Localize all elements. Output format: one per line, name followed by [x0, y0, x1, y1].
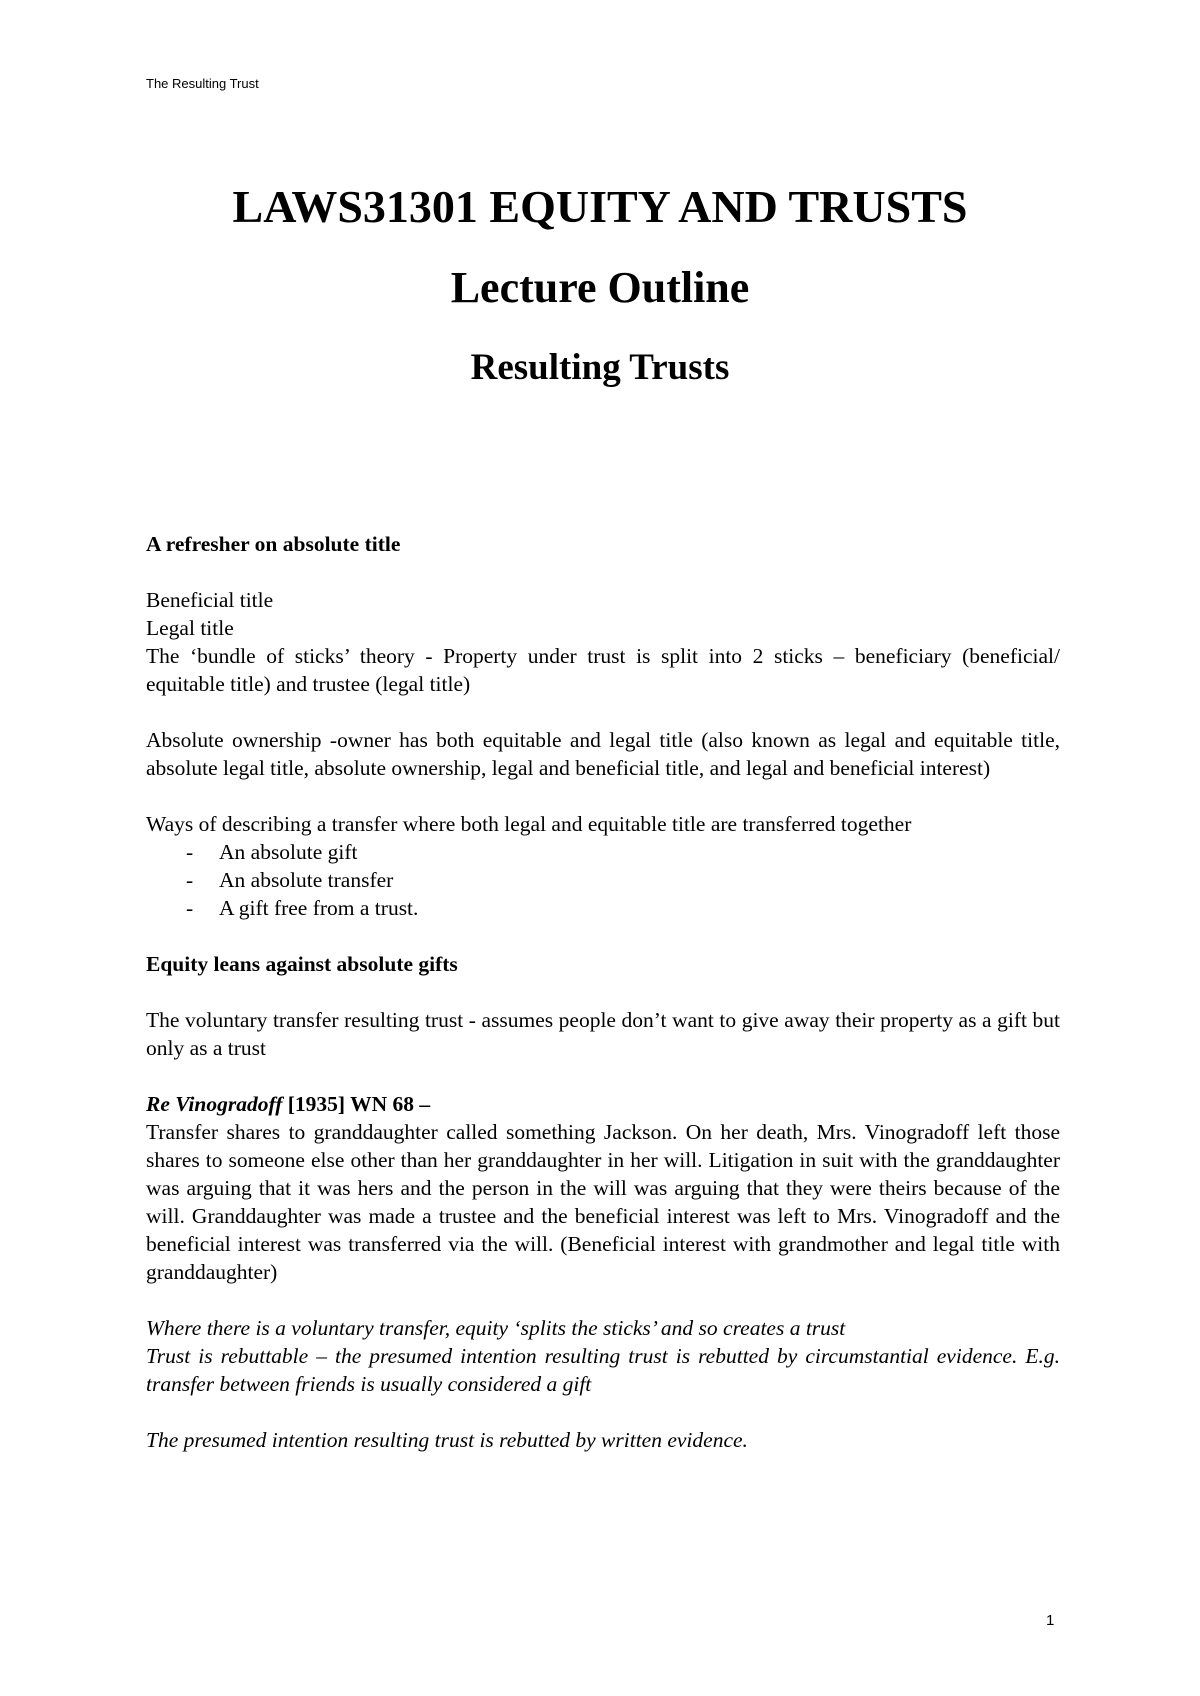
list-item: - A gift free from a trust.	[186, 896, 419, 920]
beneficial-title-line: Beneficial title	[146, 588, 274, 612]
sticks-theory-paragraph: The ‘bundle of sticks’ theory - Property under trust is split into 2 sticks – beneficiary (beneficial/ equitable title) and trustee (legal title)	[146, 644, 1060, 696]
course-title: LAWS31301 EQUITY AND TRUSTS	[232, 181, 968, 232]
case-citation: [1935] WN 68 –	[282, 1092, 431, 1116]
legal-title-line: Legal title	[146, 616, 234, 640]
ways-intro-paragraph: Ways of describing a transfer where both legal and equitable title are transferred together	[146, 812, 912, 836]
section-heading-refresher: A refresher on absolute title	[146, 532, 401, 556]
principle-written-evidence: The presumed intention resulting trust is rebutted by written evidence.	[146, 1428, 748, 1452]
section-heading-equity: Equity leans against absolute gifts	[146, 952, 458, 976]
principle-voluntary-transfer: Where there is a voluntary transfer, equity ‘splits the sticks’ and so creates a trust	[146, 1316, 846, 1340]
document-body	[146, 530, 1060, 1454]
list-item: - An absolute gift	[186, 840, 358, 864]
case-summary-paragraph: Transfer shares to granddaughter called something Jackson. On her death, Mrs. Vinogradoff left those shares to someone else other than her granddaughter in her will. Litigation in suit with the granddaughter was arguing that it was hers and the person in the will was arguing that they were theirs because of the will. Granddaughter was made a trustee and the beneficial interest was left to Mrs. Vinogradoff and the beneficial interest was transferred via the will. (Beneficial interest with grandmother and legal title with granddaughter)	[146, 1120, 1060, 1284]
ways-list	[146, 838, 1060, 922]
page-number: 1	[1046, 1612, 1055, 1629]
case-heading	[146, 1090, 1060, 1118]
case-name: Re Vinogradoff	[146, 1092, 283, 1116]
list-item: - An absolute transfer	[186, 868, 394, 892]
absolute-ownership-paragraph: Absolute ownership -owner has both equitable and legal title (also known as legal and equitable title, absolute legal title, absolute ownership, legal and beneficial title, and legal and beneficial interest)	[146, 728, 1060, 780]
topic-title: Resulting Trusts	[470, 347, 730, 388]
lecture-subtitle: Lecture Outline	[450, 263, 750, 312]
voluntary-transfer-paragraph: The voluntary transfer resulting trust - assumes people don’t want to give away their property as a gift but only as a trust	[146, 1008, 1060, 1060]
principle-rebuttable: Trust is rebuttable – the presumed intention resulting trust is rebutted by circumstantial evidence. E.g. transfer between friends is usually considered a gift	[146, 1344, 1060, 1396]
running-header: The Resulting Trust	[146, 76, 259, 91]
